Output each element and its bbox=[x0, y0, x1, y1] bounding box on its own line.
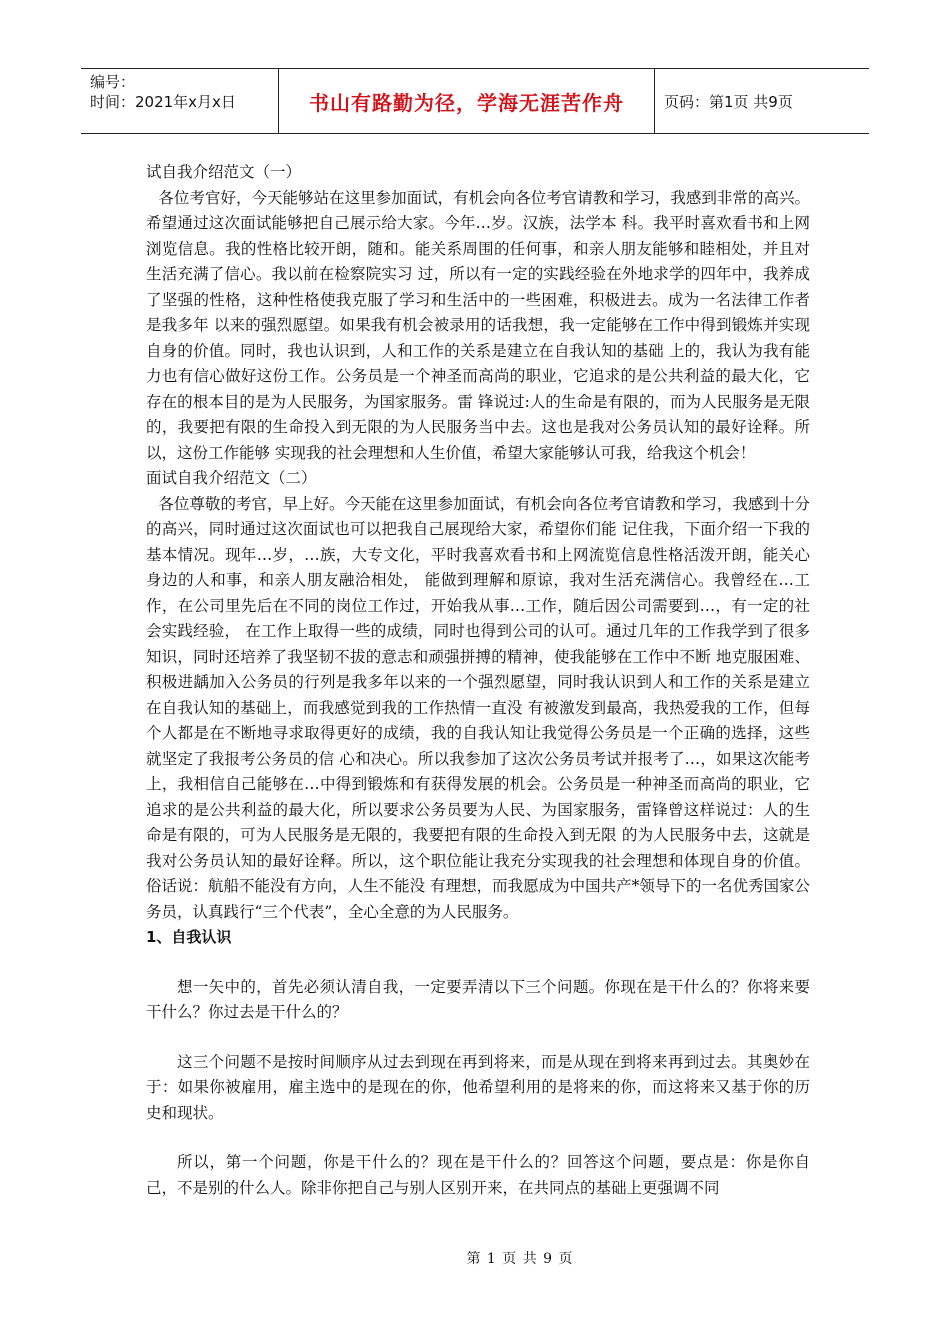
section-heading-2: 面试自我介绍范文（二） bbox=[146, 469, 317, 487]
header-page-number: 页码：第1页 共9页 bbox=[664, 92, 793, 111]
header-date: 时间：2021年x月x日 bbox=[90, 93, 236, 111]
section-heading-3: 1、自我认识 bbox=[146, 928, 232, 946]
paragraph-5: 所以，第一个问题，你是干什么的？现在是干什么的？回答这个问题，要点是：你是你自己，不是别的什么人。除非你把自己与别人区别开来，在共同点的基础上更强调不同 bbox=[146, 1153, 810, 1197]
page-footer: 第 1 页 共 9 页 bbox=[466, 1251, 574, 1267]
paragraph-3: 想一矢中的，首先必须认清自我，一定要弄清以下三个问题。你现在是干什么的？你将来要干什么？你过去是干什么的？ bbox=[146, 977, 810, 1021]
page-header bbox=[81, 68, 869, 134]
paragraph-2: 各位尊敬的考官，早上好。今天能在这里参加面试，有机会向各位考官请教和学习，我感到十分的高兴，同时通过这次面试也可以把我自己展现给大家，希望你们能 记住我，下面介绍一下我的基本情况。现年…岁，…族，大专文化，平时我喜欢看书和上网流览信息性格活泼开朗，能关心身边的人和事，和亲人朋友融洽相处， 能做到理解和原谅，我对生活充满信心。我曾经在…工作，在公司里先后在不同的岗位工作过，开始我从事…工作，随后因公司需要到…，有一定的社会实践经验， 在工作上取得一些的成绩，同时也得到公司的认可。通过几年的工作我学到了很多知识，同时还培养了我坚韧不拔的意志和顽强拼搏的精神，使我能够在工作中不断 地克服困难、积极进龋加入公务员的行列是我多年以来的一个强烈愿望，同时我认识到人和工作的关系是建立在自我认知的基础上，而我感觉到我的工作热情一直没 有被激发到最高，我热爱我的工作，但每个人都是在不断地寻求取得更好的成绩，我的自我认知让我觉得公务员是一个正确的选择，这些就坚定了我报考公务员的信 心和决心。所以我参加了这次公务员考试并报考了…，如果这次能考上，我相信自己能够在…中得到锻炼和有获得发展的机会。公务员是一种神圣而高尚的职业，它 追求的是公共利益的最大化，所以要求公务员要为人民、为国家服务，雷锋曾这样说过：人的生命是有限的，可为人民服务是无限的，我要把有限的生命投入到无限 的为人民服务中去，这就是我对公务员认知的最好诠释。所以，这个职位能让我充分实现我的社会理想和体现自身的价值。俗话说：航船不能没有方向，人生不能没 有理想，而我愿成为中国共产*领导下的一名优秀国家公务员，认真践行“三个代表”，全心全意的为人民服务。 bbox=[146, 494, 810, 921]
header-number: 编号： bbox=[90, 73, 136, 91]
section-heading-1: 试自我介绍范文（一） bbox=[146, 163, 302, 181]
paragraph-1: 各位考官好，今天能够站在这里参加面试，有机会向各位考官请教和学习，我感到非常的高兴。希望通过这次面试能够把自己展示给大家。今年…岁。汉族，法学本 科。我平时喜欢看书和上网浏览信息。我的性格比较开朗，随和。能关系周围的任何事，和亲人朋友能够和睦相处，并且对生活充满了信心。我以前在检察院实习 过，所以有一定的实践经验在外地求学的四年中，我养成了坚强的性格，这种性格使我克服了学习和生活中的一些困难，积极进去。成为一名法律工作者是我多年 以来的强烈愿望。如果我有机会被录用的话我想，我一定能够在工作中得到锻炼并实现自身的价值。同时，我也认识到，人和工作的关系是建立在自我认知的基础 上的，我认为我有能力也有信心做好这份工作。公务员是一个神圣而高尚的职业，它追求的是公共利益的最大化，它存在的根本目的是为人民服务，为国家服务。雷 锋说过:人的生命是有限的，而为人民服务是无限的，我要把有限的生命投入到无限的为人民服务当中去。这也是我对公务员认知的最好诠释。所以，这份工作能够 实现我的社会理想和人生价值，希望大家能够认可我，给我这个机会！ bbox=[146, 188, 810, 462]
paragraph-4: 这三个问题不是按时间顺序从过去到现在再到将来，而是从现在到将来再到过去。其奥妙在于：如果你被雇用，雇主选中的是现在的你，他希望利用的是将来的你，而这将来又基于你的历史和现状。 bbox=[146, 1052, 810, 1122]
header-motto: 书山有路勤为径，学海无涯苦作舟 bbox=[279, 69, 655, 133]
document-body bbox=[146, 160, 810, 1201]
header-meta bbox=[81, 69, 279, 133]
